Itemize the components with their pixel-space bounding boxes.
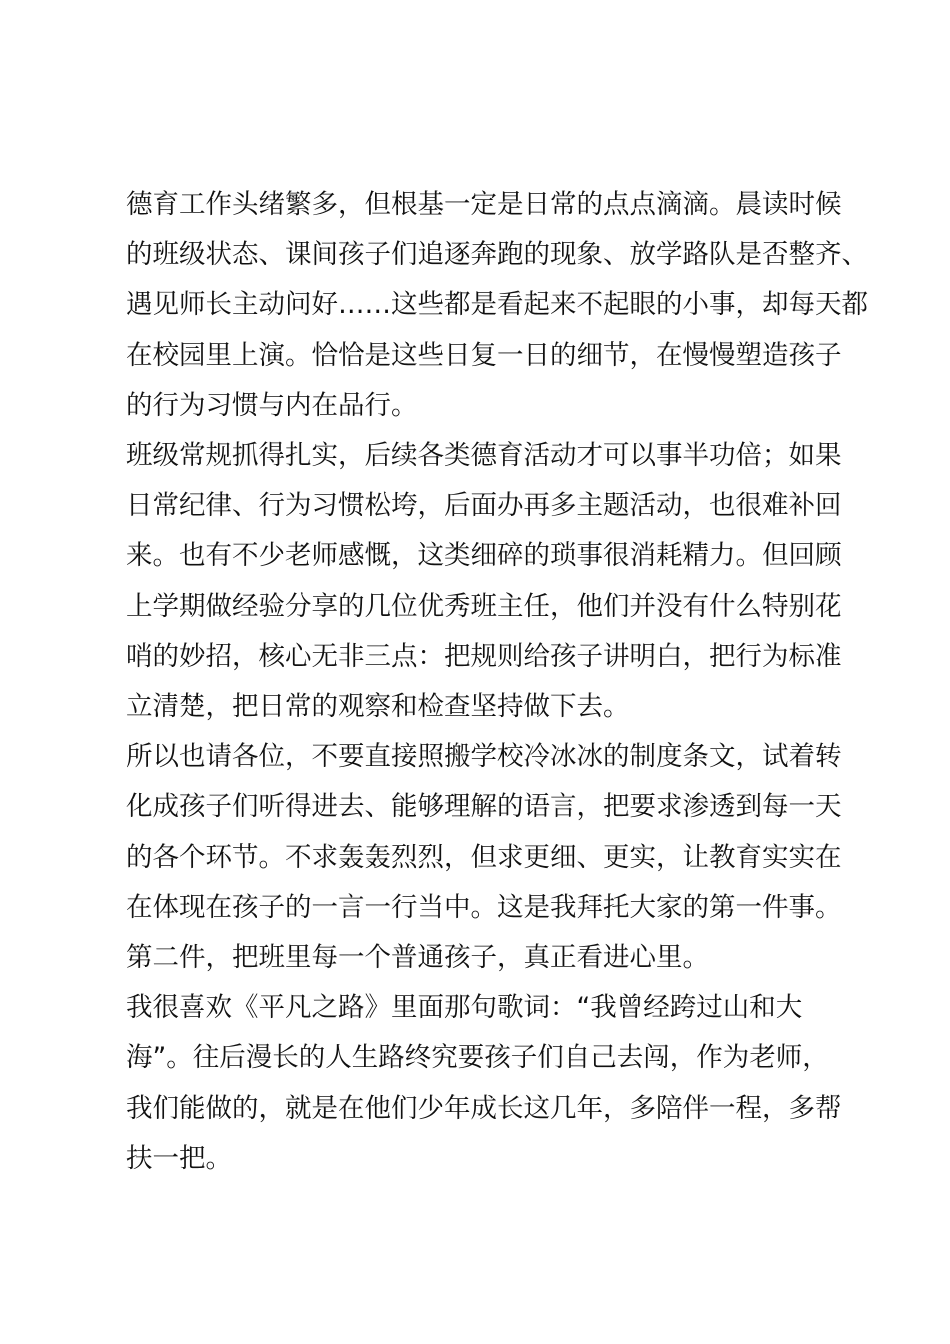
text-line: 海”。往后漫长的人生路终究要孩子们自己去闯，作为老师， [126,1042,829,1074]
text-line: 日常纪律、行为习惯松垮，后面办再多主题活动，也很难补回 [126,490,842,522]
text-line: 哨的妙招，核心无非三点：把规则给孩子讲明白，把行为标准 [126,640,842,672]
text-line: 遇见师长主动问好……这些都是看起来不起眼的小事，却每天都 [126,289,868,321]
text-line: 扶一把。 [126,1142,232,1174]
text-line: 的行为习惯与内在品行。 [126,389,418,421]
paragraph-4 [126,933,836,983]
text-line: 班级常规抓得扎实，后续各类德育活动才可以事半功倍；如果 [126,440,842,472]
document-body [126,180,868,1184]
text-line: 的班级状态、课间孩子们追逐奔跑的现象、放学路队是否整齐、 [126,239,868,271]
paragraph-1 [126,180,868,431]
text-line: 我们能做的，就是在他们少年成长这几年，多陪伴一程，多帮 [126,1092,842,1124]
paragraph-3 [126,732,842,933]
paragraph-2 [126,431,842,732]
text-line: 的各个环节。不求轰轰烈烈，但求更细、更实，让教育实实在 [126,841,842,873]
text-line: 立清楚，把日常的观察和检查坚持做下去。 [126,691,630,723]
text-line: 在校园里上演。恰恰是这些日复一日的细节，在慢慢塑造孩子 [126,339,842,371]
text-line: 德育工作头绪繁多，但根基一定是日常的点点滴滴。晨读时候 [126,189,842,220]
text-line: 化成孩子们听得进去、能够理解的语言，把要求渗透到每一天 [126,791,842,823]
paragraph-5 [126,983,842,1184]
text-line: 来。也有不少老师感慨，这类细碎的琐事很消耗精力。但回顾 [126,540,842,572]
text-line: 第二件，把班里每一个普通孩子，真正看进心里。 [126,942,709,974]
text-line: 我很喜欢《平凡之路》里面那句歌词：“我曾经跨过山和大 [126,992,803,1024]
text-line: 所以也请各位，不要直接照搬学校冷冰冰的制度条文，试着转 [126,741,842,773]
text-line: 在体现在孩子的一言一行当中。这是我拜托大家的第一件事。 [126,891,842,923]
text-line: 上学期做经验分享的几位优秀班主任，他们并没有什么特别花 [126,590,842,622]
